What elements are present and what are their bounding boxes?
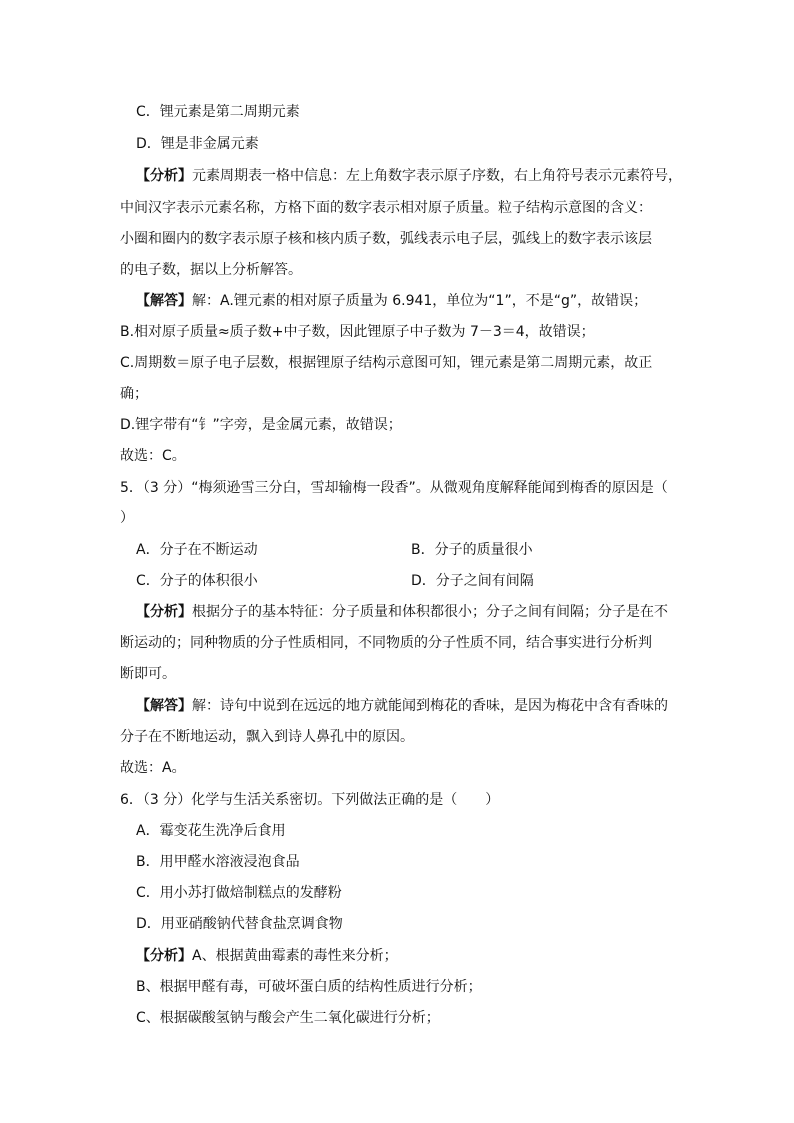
q5-option-c: C．分子的体积很小 xyxy=(136,573,258,589)
q5-option-b: B．分子的质量很小 xyxy=(411,542,533,558)
q5-options-row-1 xyxy=(136,540,696,560)
q6-analysis-line-2: B、根据甲醛有毒，可破坏蛋白质的结构性质进行分析； xyxy=(136,979,482,995)
q5-option-a: A．分子在不断运动 xyxy=(136,542,258,558)
q4-option-d: D．锂是非金属元素 xyxy=(136,136,259,152)
q5-analysis-line-1: 【分析】根据分子的基本特征：分子质量和体积都很小；分子之间有间隔；分子是在不 xyxy=(136,604,668,620)
q6-option-d: D．用亚硝酸钠代替食盐烹调食物 xyxy=(136,916,343,932)
q4-analysis-line-2: 中间汉字表示元素名称，方格下面的数字表示相对原子质量。粒子结构示意图的含义： xyxy=(120,200,652,216)
q4-analysis-line-4: 的电子数，据以上分析解答。 xyxy=(120,262,302,278)
q5-option-d: D．分子之间有间隔 xyxy=(411,573,534,589)
q4-answer-line-4: 确； xyxy=(120,386,148,402)
q4-answer-line-2: B.相对原子质量≈质子数+中子数，因此锂原子中子数为 7－3＝4，故错误； xyxy=(120,324,595,340)
q5-analysis-line-3: 断即可。 xyxy=(120,666,176,682)
analysis-tag: 【分析】 xyxy=(136,948,192,964)
q6-option-a: A．霉变花生洗净后食用 xyxy=(136,823,286,839)
q6-stem: 6．（3 分）化学与生活关系密切。下列做法正确的是（ ） xyxy=(120,792,500,808)
q5-choice: 故选：A。 xyxy=(120,760,186,776)
q4-answer-line-5: D.锂字带有“钅”字旁，是金属元素，故错误； xyxy=(120,417,402,433)
q5-answer-line-2: 分子在不断地运动，飘入到诗人鼻孔中的原因。 xyxy=(120,729,414,745)
q4-choice: 故选：C。 xyxy=(120,448,186,464)
answer-tag: 【解答】 xyxy=(136,698,192,714)
q5-answer-line-1: 【解答】解：诗句中说到在远远的地方就能闻到梅花的香味，是因为梅花中含有香味的 xyxy=(136,698,668,714)
q5-options-row-2 xyxy=(136,571,696,591)
q5-stem-line-1: 5．（3 分）“梅须逊雪三分白，雪却输梅一段香”。从微观角度解释能闻到梅香的原因是（ xyxy=(120,480,668,496)
q4-answer-line-1: 【解答】解：A.锂元素的相对原子质量为 6.941，单位为“1”，不是“g”，故错误； xyxy=(136,293,648,309)
analysis-tag: 【分析】 xyxy=(136,604,192,620)
analysis-tag: 【分析】 xyxy=(136,168,192,184)
q5-stem-line-2: ） xyxy=(120,510,134,526)
answer-tag: 【解答】 xyxy=(136,293,192,309)
q4-answer-line-3: C.周期数＝原子电子层数，根据锂原子结构示意图可知，锂元素是第二周期元素，故正 xyxy=(120,355,653,371)
q4-analysis-line-3: 小圈和圈内的数字表示原子核和核内质子数，弧线表示电子层，弧线上的数字表示该层 xyxy=(120,231,652,247)
q6-option-b: B．用甲醛水溶液浸泡食品 xyxy=(136,854,300,870)
q4-analysis-line-1: 【分析】元素周期表一格中信息：左上角数字表示原子序数，右上角符号表示元素符号， xyxy=(136,168,682,184)
q6-analysis-line-1: 【分析】A、根据黄曲霉素的毒性来分析； xyxy=(136,948,398,964)
q4-option-c: C．锂元素是第二周期元素 xyxy=(136,104,300,120)
q6-option-c: C．用小苏打做焙制糕点的发酵粉 xyxy=(136,885,342,901)
q5-analysis-line-2: 断运动的；同种物质的分子性质相同，不同物质的分子性质不同，结合事实进行分析判 xyxy=(120,635,652,651)
q6-analysis-line-3: C、根据碳酸氢钠与酸会产生二氧化碳进行分析； xyxy=(136,1010,440,1026)
